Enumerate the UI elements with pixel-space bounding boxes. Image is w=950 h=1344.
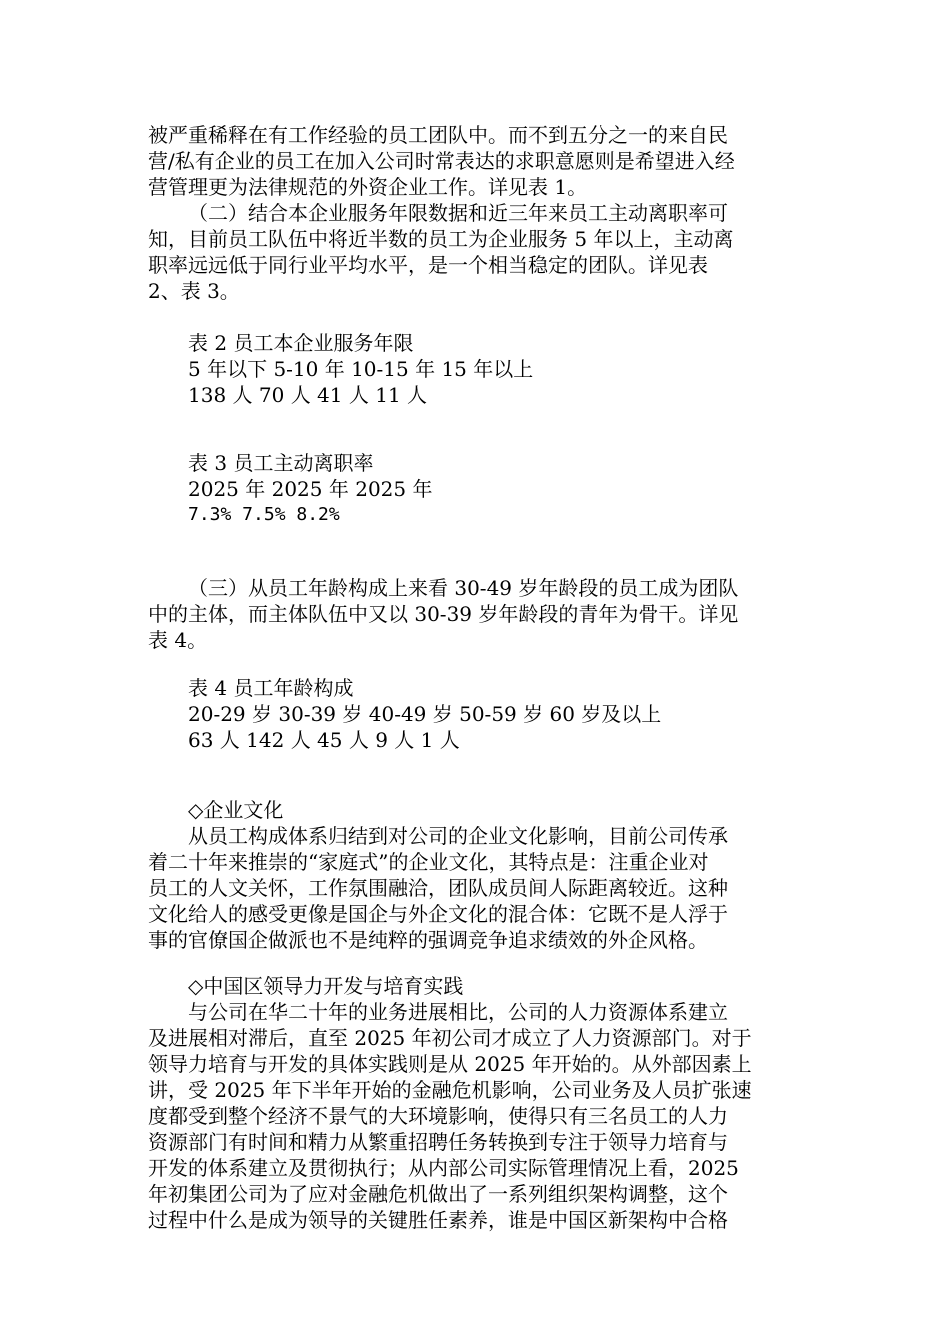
culture-line-5: 事的官僚国企做派也不是纯粹的强调竞争追求绩效的外企风格。 [148, 928, 708, 952]
leadership-line-2: 及进展相对滞后，直至 2025 年初公司才成立了人力资源部门。对于 [148, 1026, 752, 1050]
paragraph-3-line-2: 中的主体，而主体队伍中又以 30-39 岁年龄段的青年为骨干。详见 [148, 602, 739, 626]
leadership-line-1: 与公司在华二十年的业务进展相比，公司的人力资源体系建立 [188, 1000, 728, 1024]
culture-line-2: 着二十年来推崇的“家庭式”的企业文化，其特点是：注重企业对 [148, 850, 709, 874]
leadership-line-8: 年初集团公司为了应对金融危机做出了一系列组织架构调整，这个 [148, 1182, 728, 1206]
table-4-title: 表 4 员工年龄构成 [188, 676, 354, 700]
leadership-line-6: 资源部门有时间和精力从繁重招聘任务转换到专注于领导力培育与 [148, 1130, 728, 1154]
table-2-header: 5 年以下 5-10 年 10-15 年 15 年以上 [188, 357, 534, 381]
leadership-line-7: 开发的体系建立及贯彻执行；从内部公司实际管理情况上看，2025 [148, 1156, 739, 1180]
paragraph-1-line-2: 营/私有企业的员工在加入公司时常表达的求职意愿则是希望进入经 [148, 149, 735, 173]
table-3-title: 表 3 员工主动离职率 [188, 451, 374, 475]
leadership-line-5: 度都受到整个经济不景气的大环境影响，使得只有三名员工的人力 [148, 1104, 728, 1128]
table-4-values: 63 人 142 人 45 人 9 人 1 人 [188, 728, 460, 752]
paragraph-2-line-3: 职率远远低于同行业平均水平，是一个相当稳定的团队。详见表 [148, 253, 708, 277]
paragraph-3-line-3: 表 4。 [148, 628, 208, 652]
table-2-title: 表 2 员工本企业服务年限 [188, 331, 414, 355]
culture-line-4: 文化给人的感受更像是国企与外企文化的混合体：它既不是人浮于 [148, 902, 728, 926]
leadership-line-4: 讲，受 2025 年下半年开始的金融危机影响，公司业务及人员扩张速 [148, 1078, 752, 1102]
paragraph-3-line-1: （三）从员工年龄构成上来看 30-49 岁年龄段的员工成为团队 [188, 576, 739, 600]
leadership-heading: ◇中国区领导力开发与培育实践 [188, 974, 464, 998]
paragraph-2-line-1: （二）结合本企业服务年限数据和近三年来员工主动离职率可 [188, 201, 728, 225]
table-2-values: 138 人 70 人 41 人 11 人 [188, 383, 428, 407]
leadership-line-3: 领导力培育与开发的具体实践则是从 2025 年开始的。从外部因素上 [148, 1052, 752, 1076]
paragraph-1-line-1: 被严重稀释在有工作经验的员工团队中。而不到五分之一的来自民 [148, 123, 728, 147]
paragraph-1-line-3: 营管理更为法律规范的外资企业工作。详见表 1。 [148, 175, 588, 199]
culture-line-3: 员工的人文关怀，工作氛围融洽，团队成员间人际距离较近。这种 [148, 876, 728, 900]
paragraph-2-line-4: 2、表 3。 [148, 279, 240, 303]
table-3-header: 2025 年 2025 年 2025 年 [188, 477, 433, 501]
table-4-header: 20-29 岁 30-39 岁 40-49 岁 50-59 岁 60 岁及以上 [188, 702, 662, 726]
paragraph-2-line-2: 知，目前员工队伍中将近半数的员工为企业服务 5 年以上，主动离 [148, 227, 734, 251]
leadership-line-9: 过程中什么是成为领导的关键胜任素养，谁是中国区新架构中合格 [148, 1208, 728, 1232]
culture-heading: ◇企业文化 [188, 798, 284, 822]
table-3-values: 7.3% 7.5% 8.2% [188, 504, 340, 525]
culture-line-1: 从员工构成体系归结到对公司的企业文化影响，目前公司传承 [188, 824, 728, 848]
